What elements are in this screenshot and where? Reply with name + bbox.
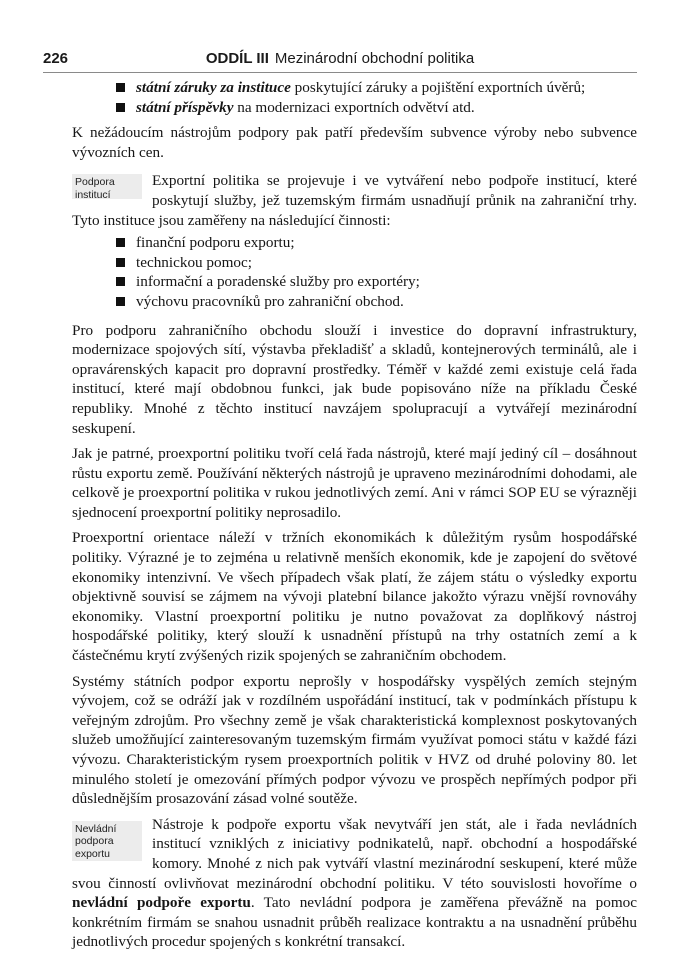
bullet-list-activities <box>72 233 637 311</box>
running-head <box>43 50 637 67</box>
key-term: nevládní podpoře exportu <box>72 894 251 912</box>
paragraph: K nežádoucím nástrojům podpory pak patří především subvence výroby nebo subvence vývozních cen. <box>72 124 637 161</box>
bullet-list-state-support <box>72 78 637 117</box>
body-text <box>72 78 637 958</box>
paragraph: Jak je patrné, proexportní politiku tvoří celá řada nástrojů, které mají jediný cíl – dosáhnout růstu exportu země. Používání některých nástrojů je upraveno mezinárodními dohodami, ale celkově je proexportní politika v rukou jednotlivých zemí. Ani v rámci SOP EU se výrazněji sjednocení proexportní politiky neprosadilo. <box>72 445 637 521</box>
square-bullet-icon <box>116 297 125 306</box>
list-item: státní záruky za instituce poskytující záruky a pojištění exportních úvěrů; <box>116 78 637 98</box>
list-item: státní příspěvky na modernizaci exportních odvětví atd. <box>116 98 637 118</box>
paragraph: Proexportní orientace náleží v tržních ekonomikách k důležitým rysům hospodářské politiky. Výrazné je to zejména u relativně menších ekonomik, kde je zapojení do světové ekonomiky intenzivní. Ve všech případech však platí, že zájem státu o výsledky exportu objektivně souvisí se zájmem na vývoji platební bilance jakožto výrazu vnější rovnováhy ekonomiky. Vlastní proexportní politiku je nutno považovat za doplňkový nástroj hospodářské politiky, který slouží k usnadnění přístupů na trhy ostatních zemí a k částečnému krytí zvýšených rizik spojených se zahraničním obchodem. <box>72 529 637 665</box>
list-item: informační a poradenské služby pro exportéry; <box>116 272 637 292</box>
square-bullet-icon <box>116 258 125 267</box>
paragraph: Pro podporu zahraničního obchodu slouží i investice do dopravní infrastruktury, modernizace spojových sítí, výstavba překladišť a skladů, kontejnerových terminálů, ale i opravárenských kapacit pro dopravní prostředky. Téměř v každé zemi existuje celá řada institucí, které mají obdobnou funkci, jak bude popisováno níže na příkladu České republiky. Mnohé z těchto institucí navzájem spolupracují a vytvářejí mezinárodní seskupení. <box>72 321 637 437</box>
running-header <box>43 48 637 73</box>
square-bullet-icon <box>116 103 125 112</box>
paragraph: Nástroje k podpoře exportu však nevytváří jen stát, ale i řada nevládních institucí vzniklých z iniciativy podnikatelů, např. obchodní a hospodářské komory. Mnohé z nich pak vytváří vlastní mezinárodní seskupení, které může svou činností ovlivňovat mezinárodní obchodní politiku. V této souvislosti hovoříme o nevládní podpoře exportu. Tato nevládní podpora je zaměřena převážně na pomoc konkrétním firmám se snahou usnadnit průběh realizace kontraktu a na usnadnění průběhu jednotlivých procedur spojených s konkrétní transakcí. <box>72 815 637 951</box>
section-label: ODDÍL III <box>205 50 269 67</box>
square-bullet-icon <box>116 238 125 247</box>
list-item: finanční podporu exportu; <box>116 233 637 253</box>
margin-note-nevladni-podpora: Nevládní podpora exportu <box>72 821 142 861</box>
list-item: výchovu pracovníků pro zahraniční obchod. <box>116 292 637 312</box>
square-bullet-icon <box>116 277 125 286</box>
paragraph: Exportní politika se projevuje i ve vytváření nebo podpoře institucí, které poskytují služby, jež tuzemským firmám usnadňují průnik na zahraniční trhy. Tyto instituce jsou zaměřeny na následující činnosti: <box>72 172 637 229</box>
paragraph: Systémy státních podpor exportu neprošly v hospodářsky vyspělých zemích stejným vývojem, což se odráží jak v rozdílném uspořádání institucí, tak v podmínkách přístupu k veřejným zdrojům. Pro všechny země je však charakteristická komplexnost poskytovaných služeb umožňující zainteresovaným tuzemským firmám využívat pomoci státu v každé fázi vývozu. Charakteristickým rysem proexportních politik v HVZ od druhé poloviny 80. let minulého století je omezování přímých podpor vývozu ve prospěch nepřímých podpor při důslednějším prosazování zásad volné soutěže. <box>72 672 637 808</box>
margin-note-podpora-instituci: Podpora institucí <box>72 174 142 199</box>
chapter-title: Mezinárodní obchodní politika <box>274 50 475 67</box>
page-number: 226 <box>43 50 69 67</box>
square-bullet-icon <box>116 83 125 92</box>
list-item: technickou pomoc; <box>116 253 637 273</box>
